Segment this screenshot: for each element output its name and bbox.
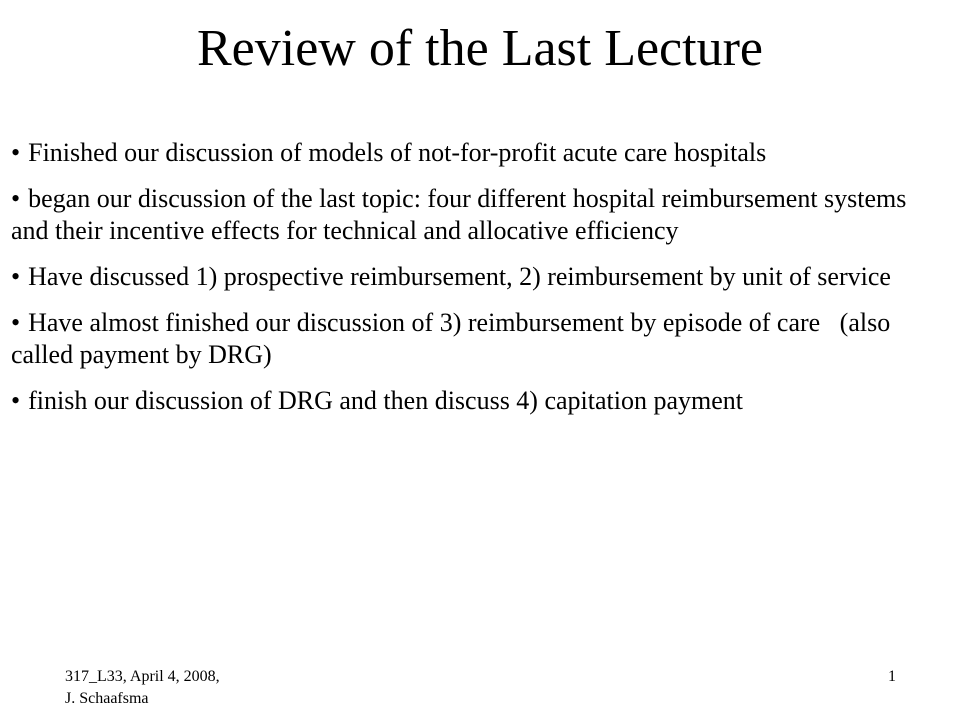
bullet-text: began our discussion of the last topic: four different hospital reimbursement systems and their incentive effects for technical and allocative efficiency — [11, 184, 907, 245]
slide-title: Review of the Last Lecture — [197, 20, 763, 77]
bullet-text: Have almost finished our discussion of 3) reimbursement by episode of care (also called payment by DRG) — [11, 308, 897, 369]
bullet-icon: • — [11, 138, 21, 167]
bullet-icon: • — [11, 308, 21, 337]
bullet-item — [11, 183, 941, 247]
footer-source — [65, 666, 325, 710]
bullet-text: Have discussed 1) prospective reimbursement, 2) reimbursement by unit of service — [28, 262, 891, 291]
bullet-item — [11, 307, 941, 371]
bullet-icon: • — [11, 262, 21, 291]
bullet-icon: • — [11, 386, 21, 415]
bullet-text: Finished our discussion of models of not-for-profit acute care hospitals — [28, 138, 767, 167]
bullet-icon: • — [11, 184, 21, 213]
bullet-text: finish our discussion of DRG and then discuss 4) capitation payment — [28, 386, 744, 415]
bullet-list — [11, 137, 941, 431]
page-number: 1 — [888, 668, 896, 685]
footer-source-line2: J. Schaafsma — [65, 690, 149, 707]
bullet-item — [11, 385, 941, 417]
bullet-item — [11, 137, 941, 169]
footer-source-line1: 317_L33, April 4, 2008, — [65, 668, 220, 685]
bullet-item — [11, 261, 941, 293]
